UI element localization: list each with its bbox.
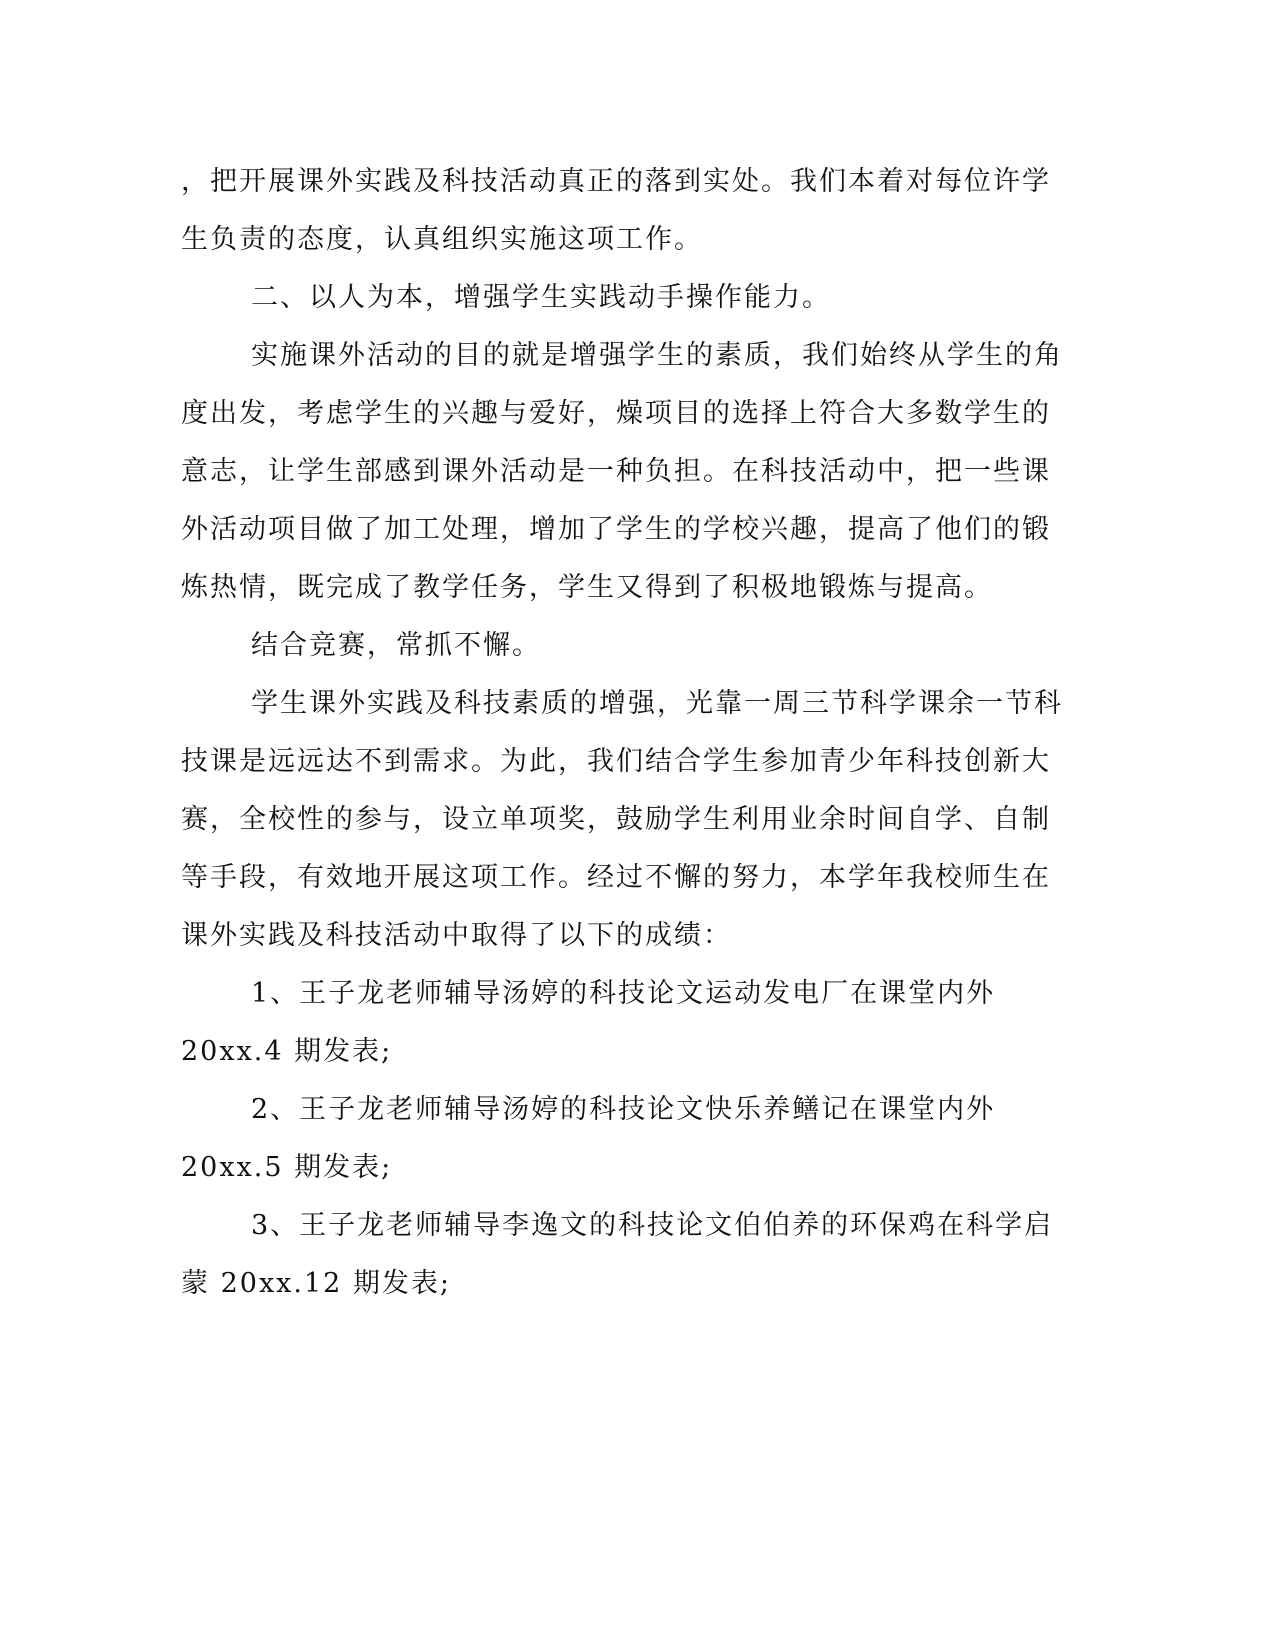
text-line: 意志，让学生部感到课外活动是一种负担。在科技活动中，把一些课 [181,456,1051,487]
text-line: 等手段，有效地开展这项工作。经过不懈的努力，本学年我校师生在 [181,862,1051,893]
list-item: 3、王子龙老师辅导李逸文的科技论文伯伯养的环保鸡在科学启 [251,1210,1054,1241]
list-item: 1、王子龙老师辅导汤婷的科技论文运动发电厂在课堂内外 [251,978,996,1009]
text-line: 度出发，考虑学生的兴趣与爱好，燥项目的选择上符合大多数学生的 [181,398,1051,429]
text-line: ，把开展课外实践及科技活动真正的落到实处。我们本着对每位许学 [181,166,1051,197]
text-line: 学生课外实践及科技素质的增强，光靠一周三节科学课余一节科 [251,688,1063,719]
text-line: 生负责的态度，认真组织实施这项工作。 [181,224,703,255]
list-item: 2、王子龙老师辅导汤婷的科技论文快乐养鳝记在课堂内外 [251,1094,996,1125]
section-heading: 结合竞赛，常抓不懈。 [251,630,541,661]
text-line: 外活动项目做了加工处理，增加了学生的学校兴趣，提高了他们的锻 [181,514,1051,545]
list-item-continuation: 蒙 20xx.12 期发表; [181,1268,452,1299]
list-item-continuation: 20xx.4 期发表; [181,1036,393,1067]
text-line: 课外实践及科技活动中取得了以下的成绩： [181,920,732,951]
text-line: 技课是远远达不到需求。为此，我们结合学生参加青少年科技创新大 [181,746,1051,777]
section-heading: 二、以人为本，增强学生实践动手操作能力。 [251,282,831,313]
list-item-continuation: 20xx.5 期发表; [181,1152,393,1183]
text-line: 炼热情，既完成了教学任务，学生又得到了积极地锻炼与提高。 [181,572,993,603]
text-line: 实施课外活动的目的就是增强学生的素质，我们始终从学生的角 [251,340,1063,371]
text-line: 赛，全校性的参与，设立单项奖，鼓励学生利用业余时间自学、自制 [181,804,1051,835]
